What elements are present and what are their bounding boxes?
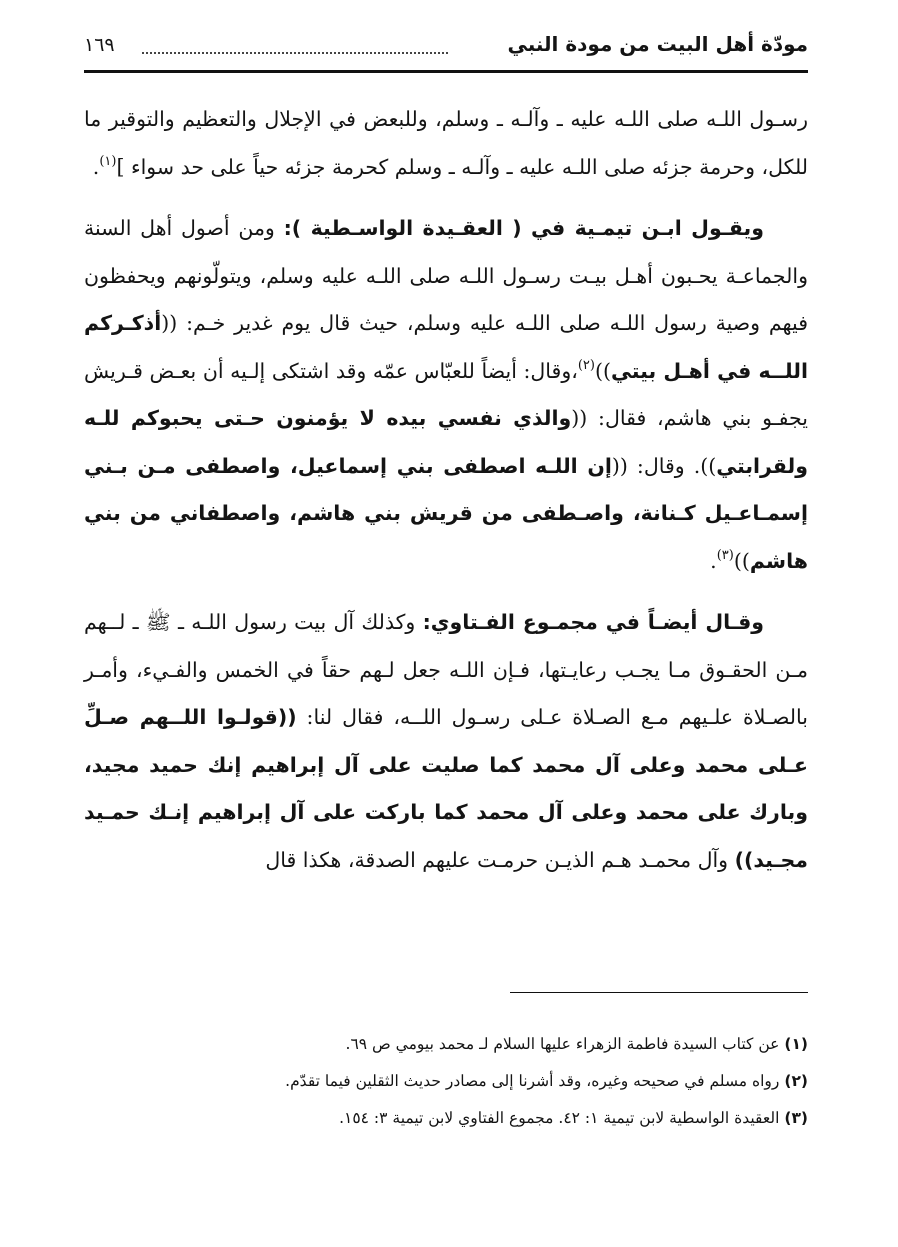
hadith-quote: أذكـركم اللــه في أهـل بيتي — [84, 311, 808, 383]
footnote-text: العقيدة الواسطية لابن تيمية ١: ٤٢. مجموع الفتاوي لابن تيمية ٣: ١٥٤. — [339, 1109, 780, 1127]
page-number: ١٦٩ — [84, 34, 115, 56]
paragraph-end: . — [92, 154, 100, 179]
footnote-2 — [84, 1063, 808, 1100]
paragraph-end: . — [710, 548, 717, 573]
footnote-text: رواه مسلم في صحيحه وغيره، وقد أشرنا إلى مصادر حديث الثقلين فيما تقدّم. — [285, 1072, 780, 1090]
paragraph-text: رسـول اللـه صلى اللـه عليه ـ وآلـه ـ وسلم، وللبعض في الإجلال والتعظيم والتوقير ما للكل، وحرمة جزئه صلى اللـه عليه ـ وآلـه ـ وسلم كحرمة جزئه حياً على حد سواء ] — [84, 107, 808, 179]
footnote-separator — [510, 992, 808, 993]
paragraph-text: ومن أصول أهل السنة والجماعـة يحـبون أهـل بيـت رسـول اللـه صلى اللـه عليه وسلم، ويتولّونهم ويحفظون فيهم وصية رسول اللـه صلى اللـه عليه وسلم، حيث قال يوم غدير خـم: (( — [84, 216, 808, 335]
quote-close: )) — [733, 548, 750, 573]
hadith-quote: والذي نفسي بيده لا يؤمنون حـتى يحبوكم للـه ولقرابتي — [84, 406, 808, 478]
paragraph-1 — [84, 96, 808, 191]
paragraph-text: وكذلك آل بيت رسول اللـه ـ ﷺ ـ لــهم مـن الحقـوق مـا يجـب رعايـتها، فـإن اللـه جعل لـهم حقاً في الخمس والفـيء، وأمـر بالصـلاة علـيهم مـع الصـلاة عـلى رسـول اللــه، فقال لنا: — [84, 610, 809, 729]
footnote-number: (٣) — [784, 1109, 808, 1127]
running-header — [84, 30, 808, 66]
footnote-number: (٢) — [784, 1072, 808, 1090]
quote-close: )) — [594, 358, 611, 383]
header-title: مودّة أهل البيت من مودة النبي — [507, 32, 808, 56]
header-rule — [84, 70, 808, 73]
hadith-quote: ((قولـوا اللــهم صـلِّ عـلى محمد وعلى آل محمد كما صليت على آل إبراهيم إنك حميد مجيد، وبارك على محمد وعلى آل محمد كما باركت على آل إبراهيم إنـك حمـيد مجـيد)) — [84, 705, 808, 872]
footnote-number: (١) — [784, 1035, 808, 1053]
footnote-ref[interactable]: (٣) — [716, 547, 734, 563]
paragraph-lead: ويقـول ابـن تيمـية في ( العقـيدة الواسـطية ): — [283, 216, 765, 240]
dotted-leader — [142, 52, 448, 54]
hadith-quote: إن اللـه اصطفى بني إسماعيل، واصطفى مـن بـني إسمـاعـيل كـنانة، واصـطفى من قريش بني هاشم، واصطفاني من بني هاشم — [84, 453, 808, 573]
footnote-text: عن كتاب السيدة فاطمة الزهراء عليها السلام لـ محمد بيومي ص ٦٩. — [345, 1035, 780, 1053]
footnote-ref[interactable]: (١) — [99, 153, 117, 169]
paragraph-2 — [84, 205, 808, 585]
footnote-3 — [84, 1100, 808, 1137]
paragraph-text: )). وقال: (( — [611, 453, 717, 478]
paragraph-lead: وقـال أيضـاً في مجمـوع الفـتاوي: — [422, 610, 764, 634]
footnotes — [84, 1026, 808, 1137]
footnote-ref[interactable]: (٢) — [577, 357, 595, 373]
paragraph-3 — [84, 599, 808, 884]
paragraph-text: ،وقال: أيضاً للعبّاس عمّه وقد اشتكى إلـيه أن بعـض قـريش يجفـو بني هاشم، فقال: (( — [84, 358, 808, 430]
main-text — [84, 96, 808, 898]
footnote-1 — [84, 1026, 808, 1063]
paragraph-text: وآل محمـد هـم الذيـن حرمـت عليهم الصدقة، هكذا قال — [265, 847, 735, 872]
